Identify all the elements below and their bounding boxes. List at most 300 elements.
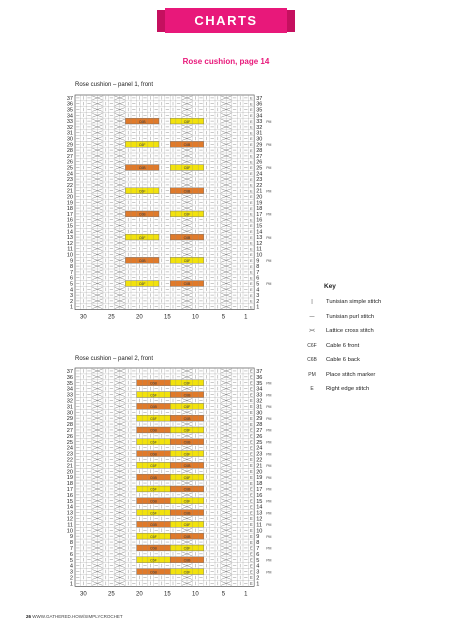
svg-text:C6B: C6B: [149, 381, 157, 386]
svg-text:PM: PM: [266, 259, 272, 264]
svg-text:PM: PM: [266, 546, 272, 551]
panel-1-row-number-left: 18: [66, 206, 73, 213]
panel-2-row-number-right: 6: [256, 551, 260, 558]
panel-2-row-number-right: 37: [256, 369, 263, 376]
panel-1-row-number-left: 10: [66, 252, 73, 259]
panel-2-row-number-left: 34: [66, 386, 73, 393]
key-item-cable-front: C6F Cable 6 front: [302, 339, 442, 354]
panel-2-row-number-right: 13: [256, 510, 263, 517]
panel-2-row-number-right: 28: [256, 422, 263, 429]
svg-text:E: E: [250, 392, 253, 398]
key-title: Key: [324, 283, 336, 290]
panel-1-row-number-right: 19: [256, 200, 263, 207]
panel-1-row-number-left: 24: [66, 171, 73, 178]
panel-2-row-number-left: 24: [66, 445, 73, 452]
svg-text:E: E: [250, 275, 253, 281]
cable-back-icon: C6B: [307, 357, 317, 364]
panel-2-row-number-left: 20: [66, 469, 73, 476]
svg-text:E: E: [250, 95, 253, 101]
svg-text:C6B: C6B: [149, 523, 157, 528]
panel-1-row-number-right: 25: [256, 165, 263, 172]
svg-text:E: E: [250, 415, 253, 421]
svg-text:C6B: C6B: [138, 212, 146, 217]
page-number: 26: [26, 614, 32, 619]
svg-text:C6F: C6F: [150, 393, 157, 398]
svg-text:C6B: C6B: [138, 119, 146, 124]
svg-text:C6B: C6B: [183, 464, 191, 469]
svg-text:E: E: [250, 200, 253, 206]
panel-1-row-number-left: 37: [66, 95, 73, 102]
panel-2-row-number-right: 36: [256, 374, 263, 381]
panel-1-row-number-left: 8: [69, 264, 73, 271]
svg-text:E: E: [250, 380, 253, 386]
lattice-cross-icon: ><: [309, 328, 315, 335]
svg-text:E: E: [250, 581, 253, 587]
svg-text:E: E: [250, 404, 253, 410]
panel-1-row-number-right: 11: [256, 246, 262, 253]
panel-1-column-number: 20: [136, 314, 143, 321]
svg-text:C6F: C6F: [183, 523, 191, 528]
panel-1-row-number-right: 30: [256, 136, 263, 143]
svg-text:E: E: [250, 130, 253, 136]
panel-2-column-number: 5: [221, 591, 226, 598]
panel-1-row-number-left: 20: [66, 194, 73, 201]
panel-2-row-number-right: 19: [256, 475, 263, 482]
footer-url: WWW.GATHERED.HOW/SIMPLYCROCHET: [32, 614, 123, 619]
svg-text:E: E: [250, 445, 253, 451]
panel-1-row-number-right: 24: [256, 171, 263, 178]
svg-text:C6F: C6F: [183, 428, 191, 433]
panel-2-row-number-left: 14: [66, 504, 73, 511]
svg-text:E: E: [250, 563, 253, 569]
svg-text:E: E: [250, 211, 253, 217]
svg-text:C6F: C6F: [183, 212, 191, 217]
svg-text:E: E: [250, 118, 253, 124]
panel-1-row-number-right: 8: [256, 264, 260, 271]
svg-text:E: E: [250, 474, 253, 480]
panel-1-row-number-right: 4: [256, 287, 260, 294]
panel-2-column-number: 1: [244, 591, 248, 598]
panel-2-row-number-left: 6: [69, 551, 73, 558]
panel-1-row-number-right: 5: [256, 281, 260, 288]
svg-text:E: E: [250, 240, 253, 246]
panel-2-row-number-left: 36: [66, 374, 73, 381]
panel-2-row-number-left: 27: [66, 428, 73, 435]
panel-2-row-number-right: 22: [256, 457, 263, 464]
panel-2-row-number-left: 37: [66, 369, 73, 376]
panel-2-row-number-left: 31: [66, 404, 73, 411]
svg-text:E: E: [250, 575, 253, 581]
svg-text:E: E: [250, 194, 253, 200]
svg-text:C6B: C6B: [183, 511, 191, 516]
svg-text:PM: PM: [266, 558, 272, 563]
panel-1-row-number-left: 23: [66, 177, 73, 184]
panel-2-row-number-right: 7: [256, 546, 260, 553]
panel-2-row-number-right: 16: [256, 492, 263, 499]
panel-1-column-number: 25: [108, 314, 115, 321]
svg-text:C6B: C6B: [149, 499, 157, 504]
svg-text:E: E: [250, 486, 253, 492]
svg-text:E: E: [250, 142, 253, 148]
panel-1-row-number-right: 21: [256, 188, 263, 195]
panel-2-row-number-right: 17: [256, 487, 263, 494]
svg-text:E: E: [250, 147, 253, 153]
svg-text:C6F: C6F: [138, 143, 146, 148]
svg-text:E: E: [250, 269, 253, 275]
panel-1-row-number-left: 4: [69, 287, 73, 294]
svg-text:E: E: [250, 433, 253, 439]
svg-text:E: E: [250, 439, 253, 445]
svg-text:E: E: [250, 136, 253, 142]
panel-2-row-number-right: 10: [256, 528, 263, 535]
svg-text:PM: PM: [266, 570, 272, 575]
svg-text:E: E: [250, 427, 253, 433]
svg-text:E: E: [250, 368, 253, 374]
svg-text:E: E: [250, 165, 253, 171]
svg-text:E: E: [250, 246, 253, 252]
panel-1-row-number-left: 30: [66, 136, 73, 143]
cable-front-icon: C6F: [307, 342, 317, 349]
svg-text:C6F: C6F: [183, 475, 191, 480]
panel-1-row-number-right: 13: [256, 235, 263, 242]
svg-text:E: E: [250, 258, 253, 264]
panel-2-row-number-left: 10: [66, 528, 73, 535]
svg-text:E: E: [250, 188, 253, 194]
panel-1-row-number-left: 16: [66, 217, 73, 224]
panel-2-row-number-right: 8: [256, 540, 260, 547]
svg-text:E: E: [250, 159, 253, 165]
panel-1-row-number-right: 34: [256, 113, 263, 120]
panel-2-row-number-right: 29: [256, 416, 263, 423]
panel-1-row-number-left: 13: [66, 235, 73, 242]
panel-2-row-number-left: 8: [69, 540, 73, 547]
panel-2-row-number-left: 4: [69, 563, 73, 570]
svg-text:PM: PM: [266, 523, 272, 528]
panel-2-row-number-left: 30: [66, 410, 73, 417]
panel-2-row-number-right: 33: [256, 392, 263, 399]
svg-text:E: E: [250, 410, 253, 416]
panel-1-row-number-left: 19: [66, 200, 73, 207]
panel-2-row-number-left: 16: [66, 492, 73, 499]
svg-text:C6F: C6F: [150, 487, 157, 492]
panel-2-column-number: 20: [136, 591, 143, 598]
panel-1-column-number: 30: [80, 314, 87, 321]
key-item-cable-back: C6B Cable 6 back: [302, 353, 442, 368]
svg-text:C6F: C6F: [183, 452, 191, 457]
panel-2-row-number-right: 9: [256, 534, 260, 541]
svg-text:C6F: C6F: [183, 405, 191, 410]
svg-text:C6F: C6F: [183, 570, 191, 575]
edge-stitch-icon: E: [310, 386, 314, 393]
page-subtitle: Rose cushion, page 14: [182, 57, 270, 66]
svg-text:PM: PM: [266, 487, 272, 492]
svg-text:PM: PM: [266, 166, 272, 171]
panel-2-row-number-left: 18: [66, 481, 73, 488]
panel-1-row-number-right: 16: [256, 217, 263, 224]
tunisian-simple-stitch-icon: |: [311, 299, 313, 306]
panel-2-row-number-left: 15: [66, 498, 73, 505]
panel-1-row-number-left: 7: [69, 269, 73, 276]
svg-text:PM: PM: [266, 189, 272, 194]
panel-2-row-number-right: 24: [256, 445, 263, 452]
svg-text:E: E: [250, 398, 253, 404]
svg-text:PM: PM: [266, 464, 272, 469]
panel-2-row-number-left: 28: [66, 422, 73, 429]
key-item-purl-stitch: — Tunisian purl stitch: [302, 310, 442, 325]
panel-2-title: Rose cushion – panel 2, front: [75, 356, 154, 362]
svg-text:PM: PM: [266, 235, 272, 240]
panel-1-row-number-right: 36: [256, 101, 263, 108]
panel-2-row-number-left: 1: [69, 581, 73, 588]
panel-1-row-number-left: 36: [66, 101, 73, 108]
svg-text:C6B: C6B: [183, 440, 191, 445]
svg-text:C6B: C6B: [138, 259, 146, 264]
svg-text:E: E: [250, 113, 253, 119]
svg-text:E: E: [250, 539, 253, 545]
panel-2-row-number-right: 2: [256, 575, 260, 582]
svg-text:C6B: C6B: [149, 428, 157, 433]
panel-2-row-number-left: 35: [66, 380, 73, 387]
svg-text:E: E: [250, 457, 253, 463]
panel-2-row-number-left: 11: [67, 522, 73, 529]
panel-2-row-number-right: 32: [256, 398, 263, 405]
svg-text:C6F: C6F: [183, 499, 191, 504]
svg-text:E: E: [250, 252, 253, 258]
panel-1-row-number-left: 2: [69, 298, 73, 305]
panel-1-row-number-right: 18: [256, 206, 263, 213]
panel-2-column-number: 10: [192, 591, 199, 598]
svg-text:E: E: [250, 292, 253, 298]
panel-1-row-number-right: 3: [256, 293, 260, 300]
svg-text:E: E: [250, 263, 253, 269]
panel-2-row-number-right: 31: [256, 404, 263, 411]
chart-key: [302, 283, 442, 397]
key-item-simple-stitch: | Tunisian simple stitch: [302, 295, 442, 310]
panel-1-row-number-right: 7: [256, 269, 260, 276]
svg-text:E: E: [250, 469, 253, 475]
svg-text:C6B: C6B: [183, 189, 191, 194]
panel-2-row-number-right: 14: [256, 504, 263, 511]
tunisian-purl-stitch-icon: —: [309, 313, 315, 320]
svg-text:C6F: C6F: [138, 235, 146, 240]
svg-text:C6B: C6B: [183, 143, 191, 148]
panel-2-row-number-right: 5: [256, 557, 260, 564]
panel-1-row-number-left: 33: [66, 119, 73, 126]
panel-1-row-number-left: 25: [66, 165, 73, 172]
panel-2-row-number-left: 5: [69, 557, 73, 564]
panel-2-column-number: 25: [108, 591, 115, 598]
svg-text:PM: PM: [266, 440, 272, 445]
panel-1-row-number-left: 12: [66, 240, 73, 247]
svg-text:PM: PM: [266, 212, 272, 217]
svg-text:E: E: [250, 153, 253, 159]
panel-1-row-number-left: 31: [66, 130, 73, 137]
svg-text:E: E: [250, 234, 253, 240]
svg-text:E: E: [250, 107, 253, 113]
panel-1-row-number-left: 3: [69, 293, 73, 300]
panel-2-row-number-left: 13: [66, 510, 73, 517]
svg-text:E: E: [250, 533, 253, 539]
panel-1-row-number-right: 33: [256, 119, 263, 126]
page-footer: [26, 614, 123, 619]
svg-text:C6B: C6B: [183, 558, 191, 563]
svg-text:E: E: [250, 557, 253, 563]
panel-1-row-number-left: 21: [66, 188, 73, 195]
panel-2-row-number-left: 33: [66, 392, 73, 399]
svg-text:E: E: [250, 124, 253, 130]
panel-1-row-number-left: 6: [69, 275, 73, 282]
panel-2-row-number-left: 17: [66, 487, 73, 494]
svg-text:PM: PM: [266, 393, 272, 398]
svg-text:C6B: C6B: [149, 405, 157, 410]
svg-text:C6B: C6B: [183, 235, 191, 240]
panel-1-row-number-right: 27: [256, 153, 263, 160]
panel-1-row-number-right: 37: [256, 95, 263, 102]
panel-1-row-number-right: 31: [256, 130, 263, 137]
panel-2-row-number-right: 18: [256, 481, 263, 488]
svg-text:E: E: [250, 510, 253, 516]
panel-2-row-number-right: 4: [256, 563, 260, 570]
panel-2-row-number-right: 23: [256, 451, 263, 458]
panel-2-row-number-right: 11: [256, 522, 263, 529]
svg-text:E: E: [250, 281, 253, 287]
svg-text:E: E: [250, 421, 253, 427]
panel-1-row-number-right: 1: [256, 304, 260, 311]
panel-2-row-number-right: 3: [256, 569, 260, 576]
panel-1-row-number-left: 35: [66, 107, 73, 114]
svg-text:E: E: [250, 171, 253, 177]
panel-2-row-number-left: 29: [66, 416, 73, 423]
panel-2-row-number-left: 22: [66, 457, 73, 464]
svg-text:PM: PM: [266, 381, 272, 386]
panel-2-row-number-right: 20: [256, 469, 263, 476]
panel-2-row-number-right: 15: [256, 498, 263, 505]
svg-text:E: E: [250, 463, 253, 469]
panel-2-row-number-right: 27: [256, 428, 263, 435]
svg-text:E: E: [250, 217, 253, 223]
svg-text:C6F: C6F: [150, 511, 157, 516]
panel-2-row-number-left: 7: [69, 546, 73, 553]
svg-text:C6F: C6F: [138, 189, 146, 194]
panel-1-row-number-right: 26: [256, 159, 263, 166]
svg-text:E: E: [250, 298, 253, 304]
svg-text:PM: PM: [266, 475, 272, 480]
panel-1-row-number-right: 10: [256, 252, 263, 259]
panel-1-row-number-right: 14: [256, 229, 263, 236]
key-item-stitch-marker: PM Place stitch marker: [302, 368, 442, 383]
panel-1-row-number-left: 14: [66, 229, 73, 236]
svg-text:E: E: [250, 492, 253, 498]
panel-1-row-number-right: 20: [256, 194, 263, 201]
panel-2-row-number-right: 26: [256, 433, 263, 440]
panel-1-row-number-left: 15: [66, 223, 73, 230]
panel-1-row-number-left: 11: [67, 246, 73, 253]
svg-text:E: E: [250, 498, 253, 504]
panel-1-row-number-right: 23: [256, 177, 263, 184]
svg-text:E: E: [250, 522, 253, 528]
panel-2-column-number: 30: [80, 591, 87, 598]
panel-1-row-number-right: 28: [256, 148, 263, 155]
svg-text:E: E: [250, 101, 253, 107]
svg-text:C6F: C6F: [183, 119, 191, 124]
svg-text:C6F: C6F: [138, 282, 146, 287]
svg-text:C6F: C6F: [150, 534, 157, 539]
svg-text:C6F: C6F: [183, 166, 191, 171]
svg-text:E: E: [250, 182, 253, 188]
svg-text:E: E: [250, 516, 253, 522]
panel-1-row-number-right: 2: [256, 298, 260, 305]
panel-2-column-number: 15: [164, 591, 171, 598]
panel-2-row-number-left: 26: [66, 433, 73, 440]
svg-text:E: E: [250, 569, 253, 575]
svg-text:PM: PM: [266, 428, 272, 433]
svg-text:C6B: C6B: [149, 452, 157, 457]
panel-1-column-number: 1: [244, 314, 248, 321]
panel-2-row-number-left: 19: [66, 475, 73, 482]
panel-2-row-number-right: 1: [256, 581, 260, 588]
panel-2-row-number-left: 21: [66, 463, 73, 470]
panel-1-row-number-right: 32: [256, 124, 263, 131]
panel-1-row-number-left: 26: [66, 159, 73, 166]
svg-text:C6B: C6B: [149, 546, 157, 551]
svg-text:PM: PM: [266, 534, 272, 539]
svg-text:PM: PM: [266, 499, 272, 504]
svg-text:E: E: [250, 480, 253, 486]
svg-text:PM: PM: [266, 511, 272, 516]
panel-2-row-number-left: 25: [66, 439, 73, 446]
svg-text:E: E: [250, 451, 253, 457]
panel-1-column-number: 5: [221, 314, 226, 321]
svg-text:E: E: [250, 386, 253, 392]
panel-1-row-number-left: 1: [69, 304, 73, 311]
panel-1-row-number-right: 15: [256, 223, 263, 230]
svg-text:C6F: C6F: [183, 259, 191, 264]
panel-2-row-number-right: 21: [256, 463, 263, 470]
panel-2-row-number-left: 12: [66, 516, 73, 523]
svg-text:PM: PM: [266, 282, 272, 287]
panel-2-row-number-left: 23: [66, 451, 73, 458]
svg-text:E: E: [250, 223, 253, 229]
svg-text:C6B: C6B: [183, 534, 191, 539]
svg-text:E: E: [250, 545, 253, 551]
svg-text:C6B: C6B: [183, 487, 191, 492]
panel-2-row-number-right: 12: [256, 516, 263, 523]
svg-text:E: E: [250, 551, 253, 557]
svg-text:C6B: C6B: [183, 393, 191, 398]
svg-text:PM: PM: [266, 452, 272, 457]
svg-text:C6F: C6F: [183, 381, 191, 386]
svg-text:PM: PM: [266, 143, 272, 148]
svg-text:C6B: C6B: [183, 416, 191, 421]
panel-1-row-number-left: 32: [66, 124, 73, 131]
panel-1-row-number-right: 22: [256, 182, 263, 189]
svg-text:C6F: C6F: [150, 440, 157, 445]
panel-1-column-number: 10: [192, 314, 199, 321]
svg-text:PM: PM: [266, 119, 272, 124]
svg-text:E: E: [250, 229, 253, 235]
svg-text:PM: PM: [266, 405, 272, 410]
panel-2-row-number-left: 9: [69, 534, 73, 541]
panel-1-row-number-right: 6: [256, 275, 260, 282]
panel-1-row-number-right: 17: [256, 211, 263, 218]
svg-text:C6B: C6B: [149, 475, 157, 480]
svg-text:C6B: C6B: [149, 570, 157, 575]
svg-text:E: E: [250, 176, 253, 182]
panel-2-row-number-left: 32: [66, 398, 73, 405]
svg-text:C6F: C6F: [150, 558, 157, 563]
svg-text:C6B: C6B: [183, 282, 191, 287]
panel-1-row-number-left: 34: [66, 113, 73, 120]
